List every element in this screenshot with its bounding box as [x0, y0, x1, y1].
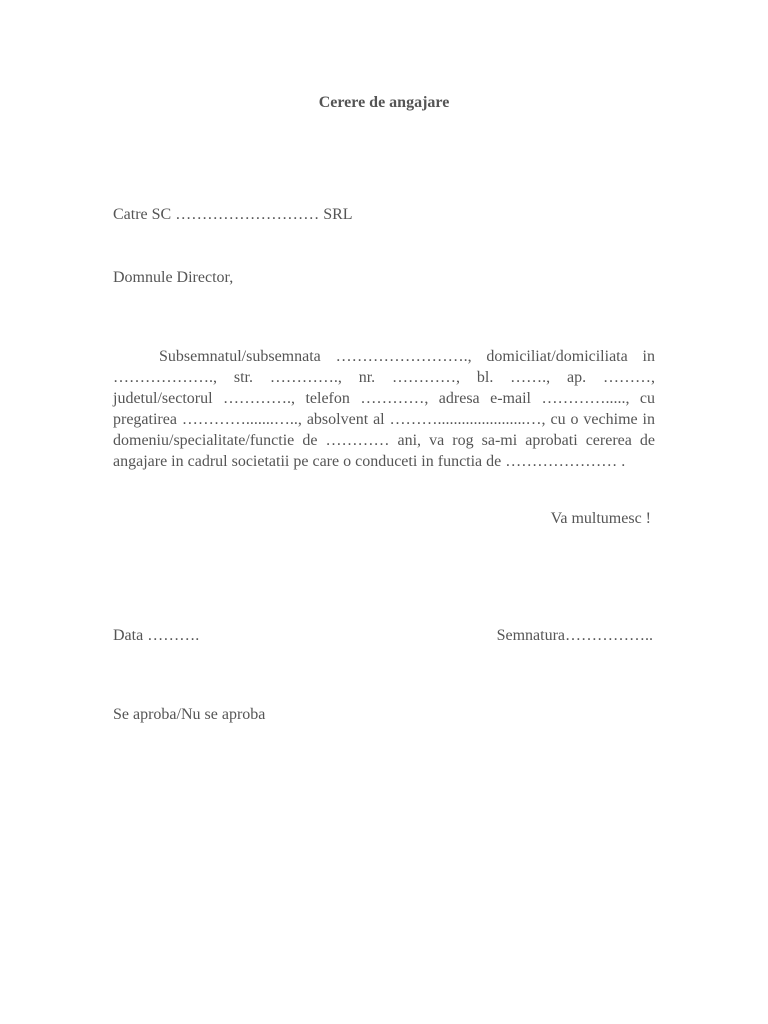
- signature-line: Semnatura……………..: [496, 627, 653, 644]
- approval-line: Se aproba/Nu se aproba: [113, 706, 266, 723]
- closing-thanks: Va multumesc !: [550, 510, 651, 527]
- body-paragraph: Subsemnatul/subsemnata ……………………., domiciliat/domiciliata in ………………., str. …………., nr. …………, bl. ……., ap. ………, judetul/sectorul …………., telefon …………, adresa e-mail …………....., cu pregatirea ………….......….., absolvent al ………......................…, cu o vechime in domeniu/specialitate/functie de ………… ani, va rog sa-mi aprobati cererea de angajare in cadrul societatii pe care o conduceti in functia de ………………… .: [113, 348, 655, 470]
- addressee-line: Catre SC ……………………… SRL: [113, 206, 353, 223]
- salutation-line: Domnule Director,: [113, 269, 234, 286]
- date-line: Data ……….: [113, 627, 200, 644]
- document-title: Cerere de angajare: [318, 94, 450, 111]
